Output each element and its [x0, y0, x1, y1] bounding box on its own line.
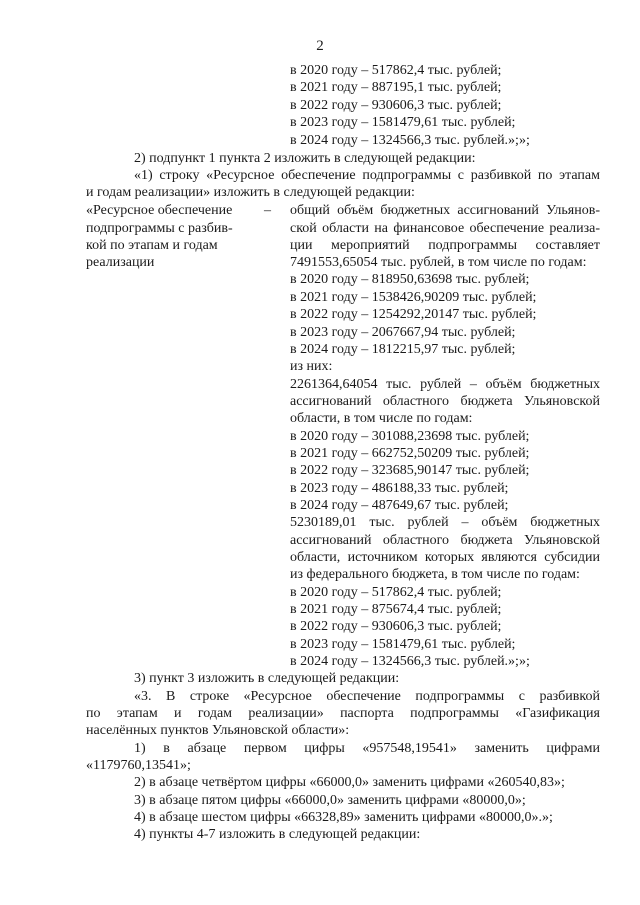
total-year-2024: в 2024 году – 1812215,97 тыс. рублей; — [290, 342, 516, 357]
paragraph-3: 3) пункт 3 изложить в следующей редакции: — [134, 671, 400, 686]
federal-year-2023: в 2023 году – 1581479,61 тыс. рублей; — [290, 637, 516, 652]
paragraph-3-body-line-2: по этапам и годам реализации» паспорта подпрограммы «Газификация — [86, 706, 600, 721]
item-2: 2) в абзаце четвёртом цифры «66000,0» заменить цифрами «260540,83»; — [134, 775, 565, 790]
total-year-2023: в 2023 году – 2067667,94 тыс. рублей; — [290, 325, 516, 340]
regional-intro-line-1: 2261364,64054 тыс. рублей – объём бюджетных — [290, 377, 600, 392]
federal-year-2022: в 2022 году – 930606,3 тыс. рублей; — [290, 619, 502, 634]
paragraph-2: 2) подпункт 1 пункта 2 изложить в следующей редакции: — [134, 151, 476, 166]
item-1-line-2: «1179760,13541»; — [86, 758, 191, 773]
top-list-line-2: в 2021 году – 887195,1 тыс. рублей; — [290, 80, 502, 95]
total-year-2021: в 2021 году – 1538426,90209 тыс. рублей; — [290, 290, 537, 305]
regional-year-2022: в 2022 году – 323685,90147 тыс. рублей; — [290, 463, 530, 478]
federal-intro-line-4: из федерального бюджета, в том числе по годам: — [290, 567, 580, 582]
item-3: 3) в абзаце пятом цифры «66000,0» заменить цифрами «80000,0»; — [134, 793, 526, 808]
right-intro-line-4: 7491553,65054 тыс. рублей, в том числе по годам: — [290, 255, 587, 270]
regional-year-2020: в 2020 году – 301088,23698 тыс. рублей; — [290, 429, 530, 444]
regional-intro-line-3: области, в том числе по годам: — [290, 411, 473, 426]
federal-intro-line-2: ассигнований областного бюджета Ульяновской — [290, 533, 600, 548]
page-number: 2 — [316, 38, 324, 54]
regional-year-2024: в 2024 году – 487649,67 тыс. рублей; — [290, 498, 509, 513]
federal-year-2020: в 2020 году – 517862,4 тыс. рублей; — [290, 585, 502, 600]
federal-year-2024: в 2024 году – 1324566,3 тыс. рублей.»;»; — [290, 654, 530, 669]
top-list-line-5: в 2024 году – 1324566,3 тыс. рублей.»;»; — [290, 133, 530, 148]
federal-year-2021: в 2021 году – 875674,4 тыс. рублей; — [290, 602, 502, 617]
top-list-line-3: в 2022 году – 930606,3 тыс. рублей; — [290, 98, 502, 113]
right-intro-line-3: ции мероприятий подпрограммы составляет — [290, 238, 600, 253]
regional-year-2021: в 2021 году – 662752,50209 тыс. рублей; — [290, 446, 530, 461]
top-list-line-1: в 2020 году – 517862,4 тыс. рублей; — [290, 63, 502, 78]
table-left-line-2: подпрограммы с разбив- — [86, 221, 233, 236]
paragraph-2-1-line-2: и годам реализации» изложить в следующей редакции: — [86, 185, 415, 200]
table-left-line-4: реализации — [86, 255, 155, 270]
total-year-2022: в 2022 году – 1254292,20147 тыс. рублей; — [290, 307, 537, 322]
total-year-2020: в 2020 году – 818950,63698 тыс. рублей; — [290, 272, 530, 287]
table-left-line-1: «Ресурсное обеспечение — [86, 203, 233, 218]
right-intro-line-2: ской области на финансовое обеспечение реализа- — [290, 221, 600, 236]
of-them-label: из них: — [290, 359, 333, 374]
paragraph-3-body-line-3: населённых пунктов Ульяновской области»: — [86, 723, 350, 738]
paragraph-3-body-line-1: «3. В строке «Ресурсное обеспечение подпрограммы с разбивкой — [134, 689, 600, 704]
regional-year-2023: в 2023 году – 486188,33 тыс. рублей; — [290, 481, 509, 496]
item-4: 4) в абзаце шестом цифры «66328,89» заменить цифрами «80000,0».»; — [134, 810, 553, 825]
paragraph-2-1-line-1: «1) строку «Ресурсное обеспечение подпрограммы с разбивкой по этапам — [134, 168, 600, 183]
federal-intro-line-1: 5230189,01 тыс. рублей – объём бюджетных — [290, 515, 600, 530]
federal-intro-line-3: области, источником которых являются субсидии — [290, 550, 600, 565]
table-dash: – — [264, 203, 271, 218]
paragraph-4: 4) пункты 4-7 изложить в следующей редакции: — [134, 827, 421, 842]
table-left-line-3: кой по этапам и годам — [86, 238, 218, 253]
top-list-line-4: в 2023 году – 1581479,61 тыс. рублей; — [290, 115, 516, 130]
item-1-line-1: 1) в абзаце первом цифры «957548,19541» заменить цифрами — [134, 741, 600, 756]
right-intro-line-1: общий объём бюджетных ассигнований Ульянов- — [290, 203, 600, 218]
regional-intro-line-2: ассигнований областного бюджета Ульяновской — [290, 394, 600, 409]
